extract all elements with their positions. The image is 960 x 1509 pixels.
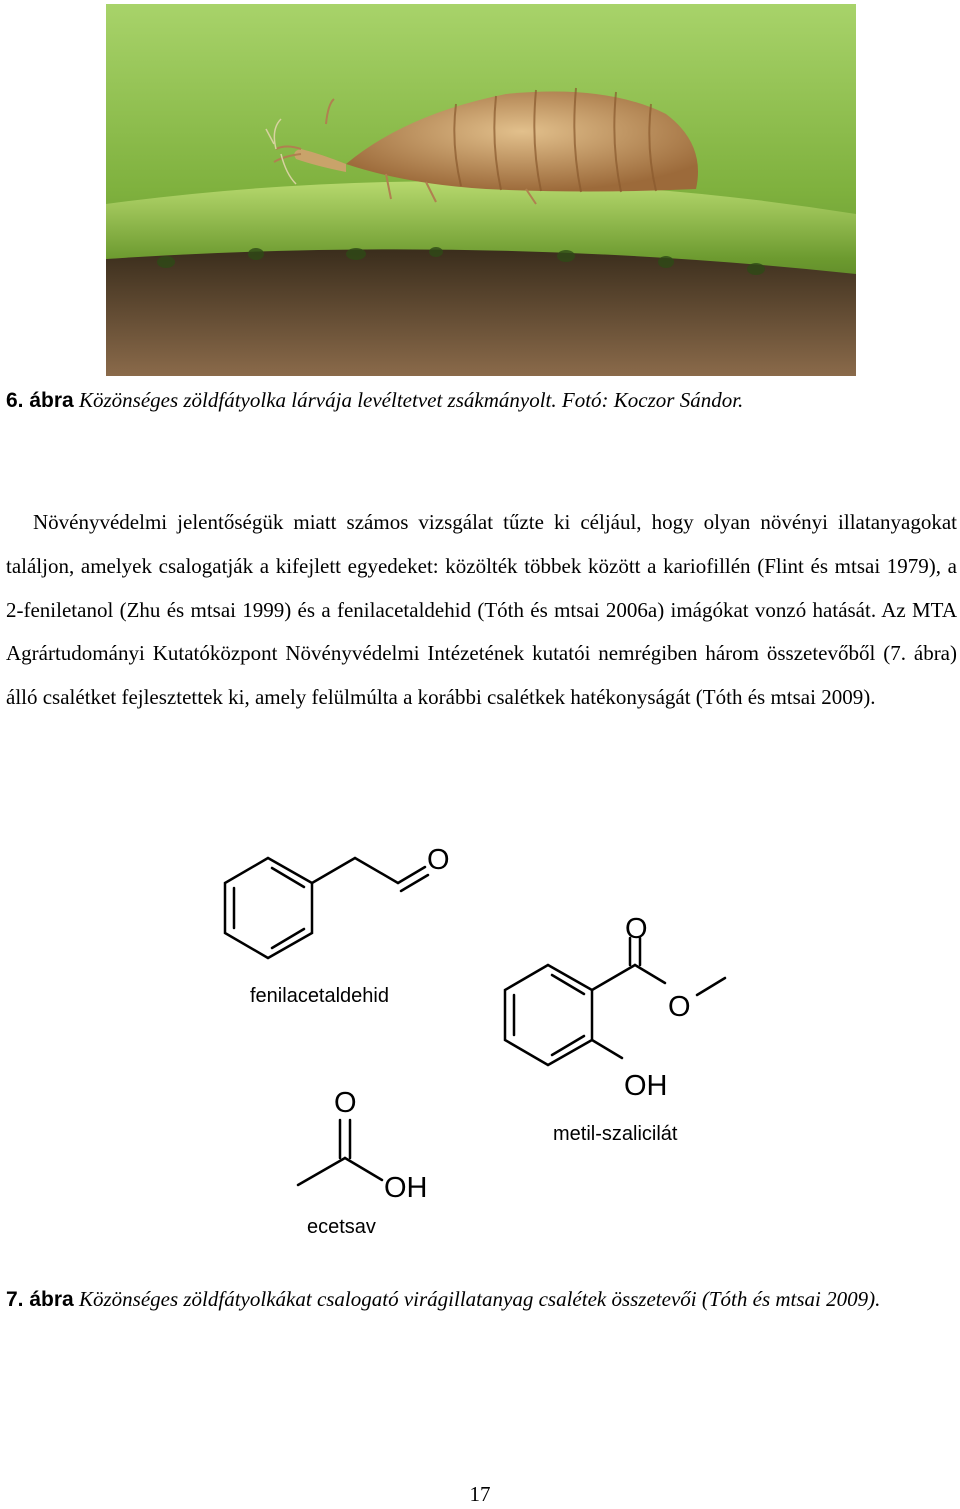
acetic-acid-hydroxyl: OH xyxy=(384,1172,428,1204)
acetic-acid-structure xyxy=(298,1120,382,1185)
figure-6-label: 6. ábra xyxy=(6,389,74,412)
page-number: 17 xyxy=(469,1482,491,1506)
figure-6-caption xyxy=(6,388,743,413)
figure-6-caption-text: Közönséges zöldfátyolka lárvája levéltetvet zsákmányolt. Fotó: Koczor Sándor. xyxy=(78,388,744,412)
acetic-acid-carbonyl-oxygen: O xyxy=(334,1087,357,1119)
phenylacetaldehyde-oxygen: O xyxy=(427,844,450,876)
chemical-structures xyxy=(200,820,760,1250)
methyl-salicylate-structure xyxy=(505,938,725,1065)
phenylacetaldehyde-structure xyxy=(225,858,428,958)
acetic-acid-label: ecetsav xyxy=(307,1216,376,1238)
figure-7-caption-text: Közönséges zöldfátyolkákat csalogató virágillatanyag csalétek összetevői (Tóth és mtsai 2009). xyxy=(78,1287,881,1311)
body-paragraph: Növényvédelmi jelentőségük miatt számos vizsgálat tűzte ki céljául, hogy olyan növényi illatanyagokat találjon, amelyek csalogatják a kifejlett egyedeket: közölték többek között a kariofillén (Flint és mtsai 1979), a 2-feniletanol (Zhu és mtsai 1999) és a fenilacetaldehid (Tóth és mtsai 2006a) imágókat vonzó hatását. Az MTA Agrártudományi Kutatóközpont Növényvédelmi Intézetének kutatói nemrégiben három összetevőből (7. ábra) álló csalétket fejlesztettek ki, amely felülmúlta a korábbi csalétkek hatékonyságát (Tóth és mtsai 2009). xyxy=(6,510,957,710)
lacewing-larva-photo xyxy=(106,4,856,376)
methyl-salicylate-ester-oxygen: O xyxy=(668,991,691,1023)
figure-7-caption xyxy=(6,1284,956,1315)
figure-7-label: 7. ábra xyxy=(6,1288,74,1311)
methyl-salicylate-label: metil-szalicilát xyxy=(553,1123,678,1145)
methyl-salicylate-hydroxyl: OH xyxy=(624,1070,668,1102)
phenylacetaldehyde-label: fenilacetaldehid xyxy=(250,985,389,1007)
methyl-salicylate-carbonyl-oxygen: O xyxy=(625,913,648,945)
